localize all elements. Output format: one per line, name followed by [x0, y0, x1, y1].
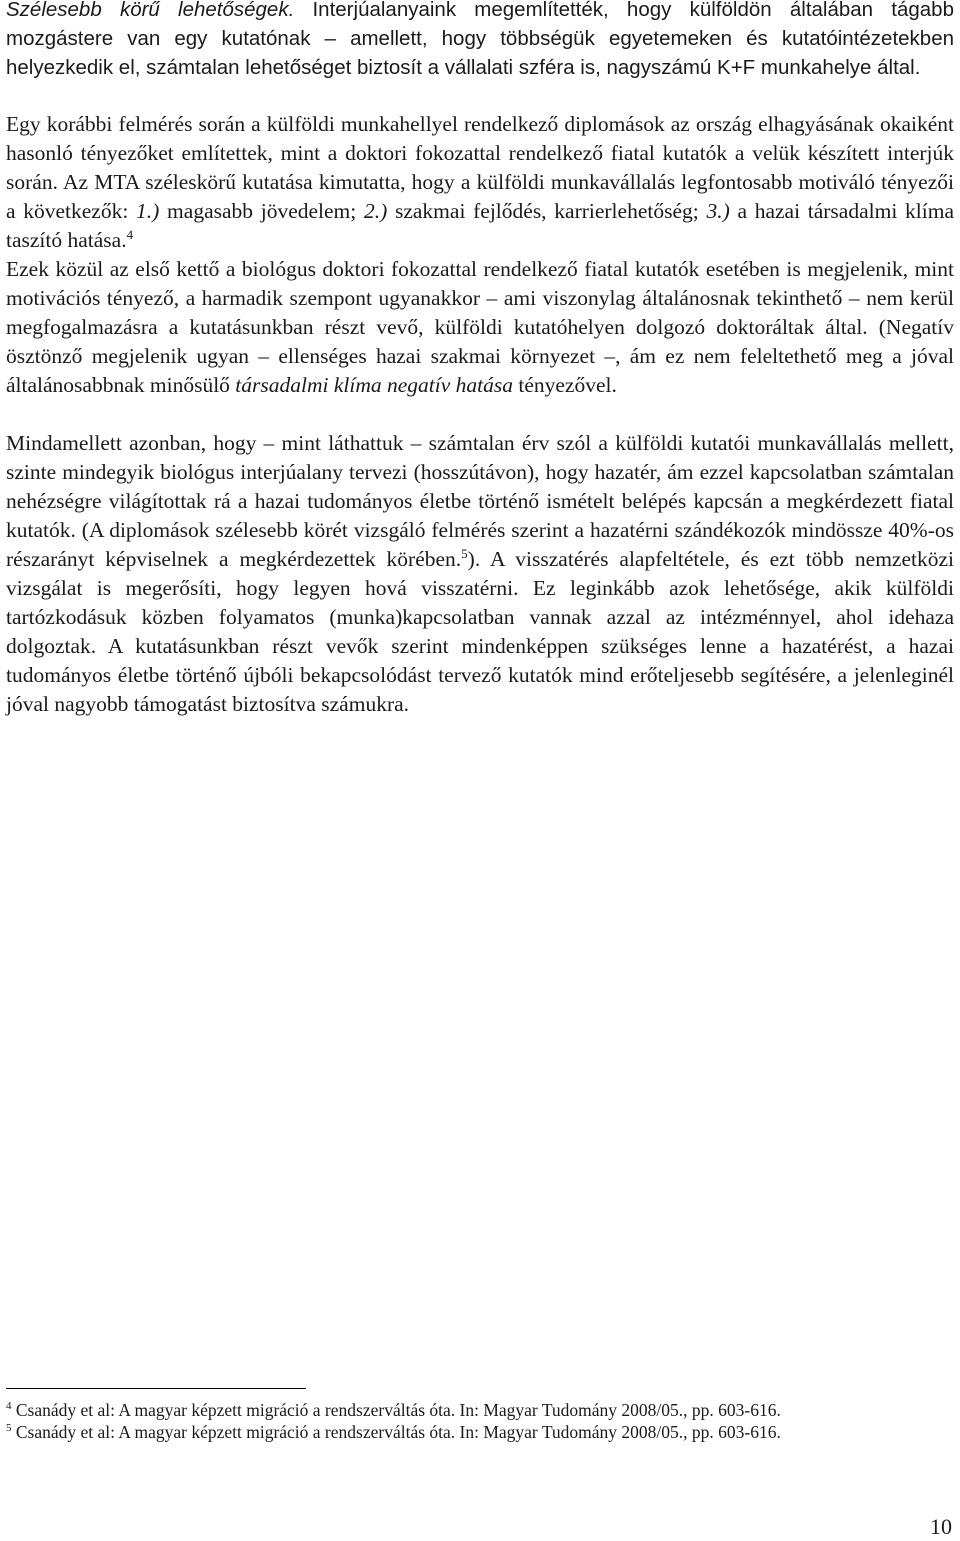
footnote-5 [6, 1421, 954, 1443]
paragraph-2-text-2: magasabb jövedelem; [159, 199, 364, 223]
paragraph-3-text-1: Mindamellett azonban, hogy – mint láthattuk – számtalan érv szól a külföldi kutatói munkavállalás mellett, szinte mindegyik biológus interjúalany tervezi (hosszútávon), hogy hazatér, ám ezzel kapcsolatban számtalan nehézségre világítottak rá a hazai tudományos életbe történő ismételt belépés kapcsán a megkérdezett fiatal kutatók. (A diplomások szélesebb körét vizsgáló felmérés szerint a hazatérni szándékozók mindössze 40%-os részarányt képviselnek a megkérdezettek körében. [6, 431, 954, 571]
footnote-number: 4 [6, 1400, 12, 1413]
paragraph-2-text-5: Ezek közül az első kettő a biológus doktori fokozattal rendelkező fiatal kutatók esetében is megjelenik, mint motivációs tényező, a harmadik szempont ugyanakkor – ami viszonylag általánosnak tekinthető – nem kerül megfogalmazásra a kutatásunkban részt vevő, külföldi kutatóhelyen dolgozó doktoráltak által. (Negatív ösztönző megjelenik ugyan – ellenséges hazai szakmai környezet –, ám ez nem feleltethető meg a jóval általánosabbnak minősülő [6, 257, 954, 397]
footnote-ref-5: 5 [461, 545, 468, 561]
footnote-text: Csanády et al: A magyar képzett migráció a rendszerváltás óta. In: Magyar Tudomány 2008/05., pp. 603-616. [15, 1422, 781, 1442]
page-number: 10 [930, 1514, 952, 1539]
paragraph-1-text: Interjúalanyaink megemlítették, hogy külföldön általában tágabb mozgástere van egy kutatónak – amellett, hogy többségük egyetemeken és kutatóintézetekben helyezkedik el, számtalan lehetőséget biztosít a vállalati szféra is, nagyszámú K+F munkahelye által. [6, 0, 954, 79]
paragraph-3 [6, 429, 954, 719]
footnote-ref-4: 4 [126, 226, 134, 242]
paragraph-2-text-1: Egy korábbi felmérés során a külföldi munkahellyel rendelkező diplomások az ország elhagyásának okaiként hasonló tényezőket említettek, mint a doktori fokozattal rendelkező fiatal kutatók a velük készített interjúk során. Az MTA széleskörű kutatása kimutatta, hogy a külföldi munkavállalás legfontosabb motiváló tényezői a következők: [6, 112, 954, 223]
paragraph-1 [6, 0, 954, 82]
footnote-4 [6, 1399, 954, 1421]
list-number-3: 3.) [706, 199, 730, 223]
footnote-text: Csanády et al: A magyar képzett migráció a rendszerváltás óta. In: Magyar Tudomány 2008/05., pp. 603-616. [15, 1400, 781, 1420]
paragraph-1-lead: Szélesebb körű lehetőségek. [6, 0, 295, 21]
paragraph-2-italic-phrase: társadalmi klíma negatív hatása [235, 373, 513, 397]
list-number-1: 1.) [136, 199, 160, 223]
footnote-divider [6, 1388, 306, 1389]
paragraph-3-text-2: ). A visszatérés alapfeltétele, és ezt több nemzetközi vizsgálat is megerősíti, hogy legyen hová visszatérni. Ez leginkább azok lehetősége, akik külföldi tartózkodásuk közben folyamatos (munka)kapcsolatban vannak azzal az intézménnyel, ahol idehaza dolgoztak. A kutatásunkban részt vevők szerint mindenképpen szükséges lenne a hazatérést, a hazai tudományos életbe történő újbóli bekapcsolódást tervező kutatók mind erőteljesebb segítésére, a jelenleginél jóval nagyobb támogatást biztosítva számukra. [6, 547, 954, 716]
paragraph-2-text-4: a hazai társadalmi klíma taszító hatása. [6, 199, 954, 252]
paragraph-2 [6, 110, 954, 400]
footnotes [6, 1388, 954, 1443]
page-body [6, 0, 954, 719]
list-number-2: 2.) [363, 199, 388, 223]
paragraph-2-text-3: szakmai fejlődés, karrierlehetőség; [387, 199, 707, 223]
paragraph-2-text-6: tényezővel. [513, 373, 617, 397]
footnote-number: 5 [6, 1422, 12, 1435]
